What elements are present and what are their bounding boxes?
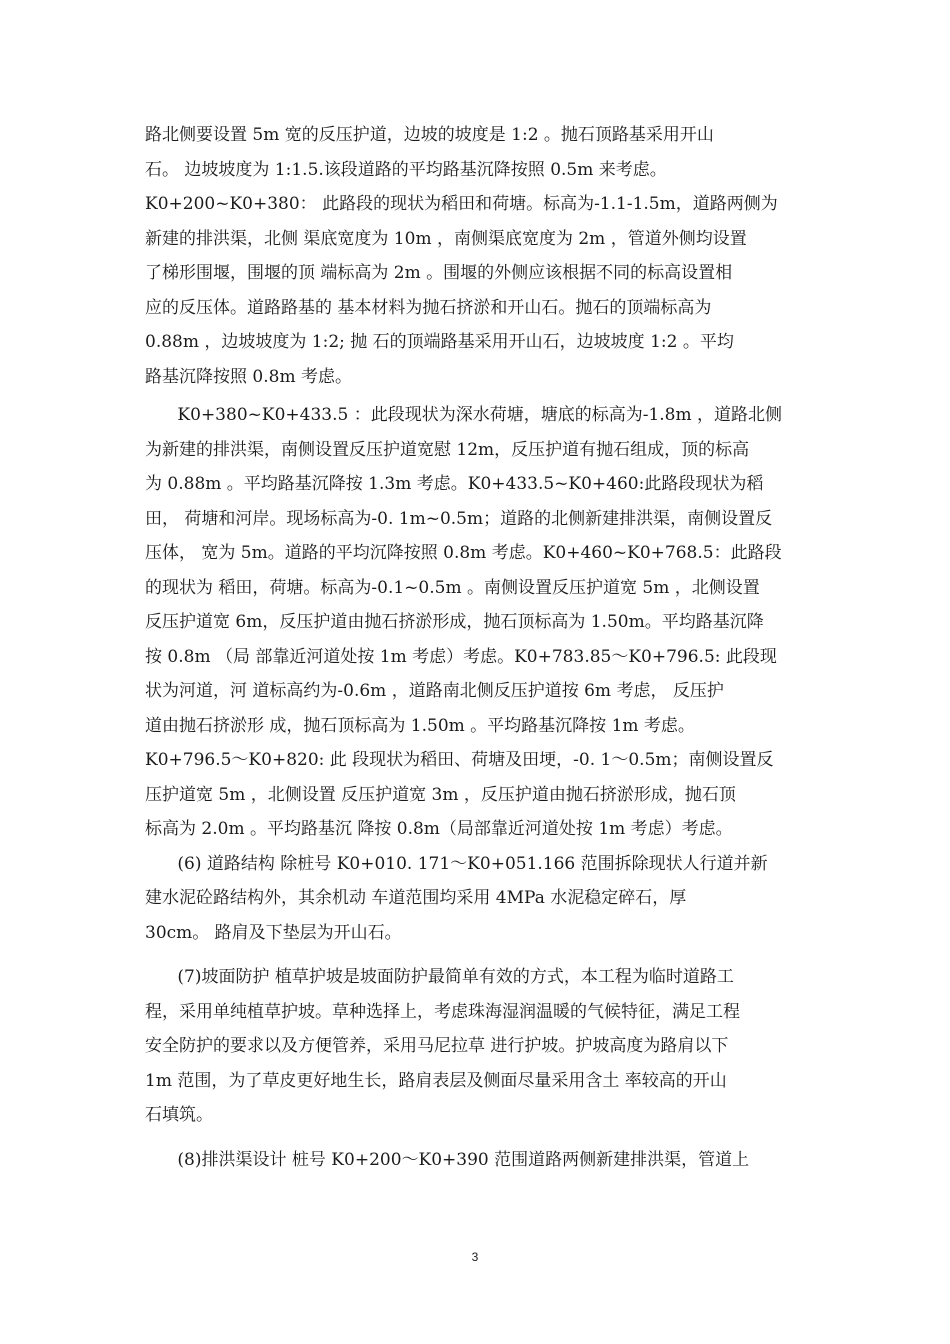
text-line: 状为河道，河 道标高约为-0.6m ，道路南北侧反压护道按 6m 考虑， 反压护 <box>145 681 724 701</box>
paragraph-road-structure <box>145 847 815 951</box>
text-line: 反压护道宽 6m，反压护道由抛石挤淤形成，抛石顶标高为 1.50m。平均路基沉降 <box>145 612 764 632</box>
text-line: K0+380~K0+433.5 ：此段现状为深水荷塘，塘底的标高为-1.8m ，道路北侧 <box>145 405 783 425</box>
document-body <box>145 118 815 1177</box>
text-line: 石填筑。 <box>145 1105 213 1125</box>
text-line: 压体， 宽为 5m。道路的平均沉降按照 0.8m 考虑。K0+460~K0+768.5：此路段 <box>145 543 782 563</box>
text-line: (8)排洪渠设计 桩号 K0+200～K0+390 范围道路两侧新建排洪渠，管道上 <box>145 1149 750 1170</box>
text-line: K0+796.5～K0+820: 此 段现状为稻田、荷塘及田埂，-0. 1～0.5m；南侧设置反 <box>145 750 774 770</box>
text-line: 压护道宽 5m ，北侧设置 反压护道宽 3m ，反压护道由抛石挤淤形成，抛石顶 <box>145 784 736 805</box>
paragraph-drainage-design <box>145 1143 815 1178</box>
paragraph-k0-200-k0-380 <box>145 187 815 394</box>
text-line: 1m 范围，为了草皮更好地生长，路肩表层及侧面尽量采用含土 率较高的开山 <box>145 1070 727 1091</box>
text-line: (7)坡面防护 植草护坡是坡面防护最简单有效的方式，本工程为临时道路工 <box>145 967 734 987</box>
paragraph-k0-380-onwards <box>145 398 815 847</box>
text-line: 30cm。 路肩及下垫层为开山石。 <box>145 922 402 943</box>
paragraph-slope-protection <box>145 960 815 1133</box>
text-line: 的现状为 稻田，荷塘。标高为-0.1~0.5m 。南侧设置反压护道宽 5m ，北侧设置 <box>145 577 760 598</box>
text-line: 为新建的排洪渠，南侧设置反压护道宽慰 12m，反压护道有抛石组成，顶的标高 <box>145 439 750 460</box>
text-line: (6) 道路结构 除桩号 K0+010. 171～K0+051.166 范围拆除现状人行道并新 <box>145 853 768 874</box>
text-line: 应的反压体。道路路基的 基本材料为抛石挤淤和开山石。抛石的顶端标高为 <box>145 297 712 318</box>
text-line: 田， 荷塘和河岸。现场标高为-0. 1m~0.5m；道路的北侧新建排洪渠，南侧设置反 <box>145 508 773 529</box>
text-line: 道由抛石挤淤形 成，抛石顶标高为 1.50m 。平均路基沉降按 1m 考虑。 <box>145 715 695 736</box>
text-line: 建水泥砼路结构外，其余机动 车道范围均采用 4MPa 水泥稳定碎石，厚 <box>145 888 687 908</box>
text-line: 路北侧要设置 5m 宽的反压护道，边坡的坡度是 1:2 。抛石顶路基采用开山 <box>145 125 714 145</box>
text-line: 了梯形围堰，围堰的顶 端标高为 2m 。围堰的外侧应该根据不同的标高设置相 <box>145 263 733 283</box>
text-line: 标高为 2.0m 。平均路基沉 降按 0.8m（局部靠近河道处按 1m 考虑）考虑。 <box>145 819 733 839</box>
text-line: 石。 边坡坡度为 1:1.5.该段道路的平均路基沉降按照 0.5m 来考虑。 <box>145 159 667 180</box>
text-line: 安全防护的要求以及方便管养，采用马尼拉草 进行护坡。护坡高度为路肩以下 <box>145 1036 729 1056</box>
text-line: 0.88m ，边坡坡度为 1:2; 抛 石的顶端路基采用开山石，边坡坡度 1:2 。平均 <box>145 332 734 352</box>
text-line: 为 0.88m 。平均路基沉降按 1.3m 考虑。K0+433.5~K0+460:此路段现状为稻 <box>145 474 764 494</box>
text-line: 按 0.8m （局 部靠近河道处按 1m 考虑）考虑。K0+783.85～K0+796.5: 此段现 <box>145 646 777 667</box>
text-line: 程，采用单纯植草护坡。草种选择上，考虑珠海湿润温暖的气候特征，满足工程 <box>145 1001 740 1022</box>
text-line: K0+200~K0+380： 此路段的现状为稻田和荷塘。标高为-1.1-1.5m，道路两侧为 <box>145 194 778 214</box>
text-line: 路基沉降按照 0.8m 考虑。 <box>145 366 352 387</box>
paragraph-roadbed-north <box>145 118 815 187</box>
text-line: 新建的排洪渠，北侧 渠底宽度为 10m ，南侧渠底宽度为 2m ，管道外侧均设置 <box>145 228 747 249</box>
page-number: 3 <box>471 1250 479 1264</box>
